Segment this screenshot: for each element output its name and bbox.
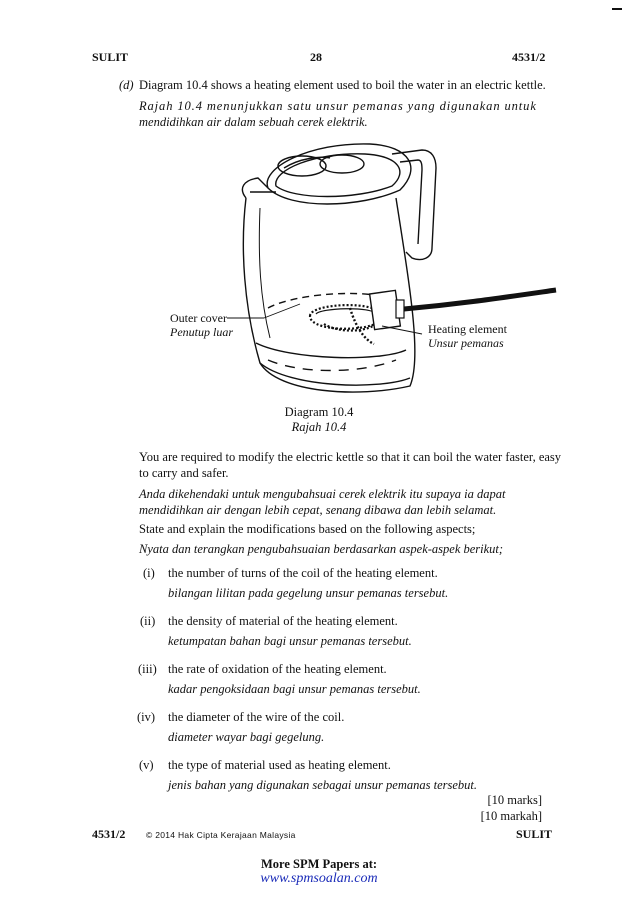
aspect-ms: kadar pengoksidaan bagi unsur pemanas tersebut. xyxy=(168,682,421,696)
footer-sulit: SULIT xyxy=(516,827,553,841)
heating-coil xyxy=(310,305,382,344)
aspect-number: (v) xyxy=(139,758,154,772)
diagram-caption-ms: Rajah 10.4 xyxy=(291,420,347,434)
label-heating-element-ms: Unsur pemanas xyxy=(428,336,504,350)
diagram-caption: Diagram 10.4 xyxy=(284,405,354,419)
aspect-en: the diameter of the wire of the coil. xyxy=(168,710,345,724)
label-heating-element: Heating element xyxy=(428,322,507,336)
label-outer-cover: Outer cover xyxy=(170,311,227,325)
promo-text: More SPM Papers at: xyxy=(260,857,378,871)
state-instruction-ms: Nyata dan terangkan pengubahsuaian berdasarkan aspek-aspek berikut; xyxy=(139,542,504,556)
aspect-en: the number of turns of the coil of the heating element. xyxy=(168,566,438,580)
aspect-ms: jenis bahan yang digunakan sebagai unsur pemanas tersebut. xyxy=(168,778,478,792)
corner-mark xyxy=(612,8,622,10)
aspect-en: the density of material of the heating element. xyxy=(168,614,398,628)
header-sulit: SULIT xyxy=(92,50,129,64)
aspect-en: the rate of oxidation of the heating element. xyxy=(168,662,387,676)
marks-en: [10 marks] xyxy=(487,793,542,807)
aspect-number: (iii) xyxy=(138,662,157,676)
aspect-en: the type of material used as heating element. xyxy=(168,758,391,772)
question-part: (d) xyxy=(119,78,134,92)
aspect-ms: bilangan lilitan pada gegelung unsur pemanas tersebut. xyxy=(168,586,449,600)
page-number: 28 xyxy=(310,50,322,64)
kettle-diagram xyxy=(160,128,560,418)
aspect-number: (i) xyxy=(143,566,155,580)
footer-copyright: © 2014 Hak Cipta Kerajaan Malaysia xyxy=(146,830,296,840)
aspect-ms: ketumpatan bahan bagi unsur pemanas tersebut. xyxy=(168,634,412,648)
state-instruction-en: State and explain the modifications based on the following aspects; xyxy=(139,522,476,536)
intro-ms-line2: mendidihkan air dalam sebuah cerek elektrik. xyxy=(139,115,368,129)
intro-en: Diagram 10.4 shows a heating element used to boil the water in an electric kettle. xyxy=(139,78,546,92)
marks-ms: [10 markah] xyxy=(480,809,542,823)
instruction-ms-line2: mendidihkan air dengan lebih cepat, senang dibawa dan lebih selamat. xyxy=(139,503,497,517)
promo-link[interactable]: www.spmsoalan.com xyxy=(260,871,378,886)
aspect-ms: diameter wayar bagi gegelung. xyxy=(168,730,325,744)
aspect-number: (iv) xyxy=(137,710,156,724)
intro-ms-line1: Rajah 10.4 menunjukkan satu unsur pemanas yang digunakan untuk xyxy=(139,99,537,113)
label-outer-cover-ms: Penutup luar xyxy=(170,325,233,339)
instruction-en-line2: to carry and safer. xyxy=(139,466,229,480)
header-code: 4531/2 xyxy=(512,50,546,64)
instruction-ms-line1: Anda dikehendaki untuk mengubahsuai cerek elektrik itu supaya ia dapat xyxy=(139,487,506,501)
footer-code: 4531/2 xyxy=(92,827,126,841)
instruction-en-line1: You are required to modify the electric kettle so that it can boil the water faster, easy xyxy=(139,450,562,464)
aspect-number: (ii) xyxy=(140,614,156,628)
